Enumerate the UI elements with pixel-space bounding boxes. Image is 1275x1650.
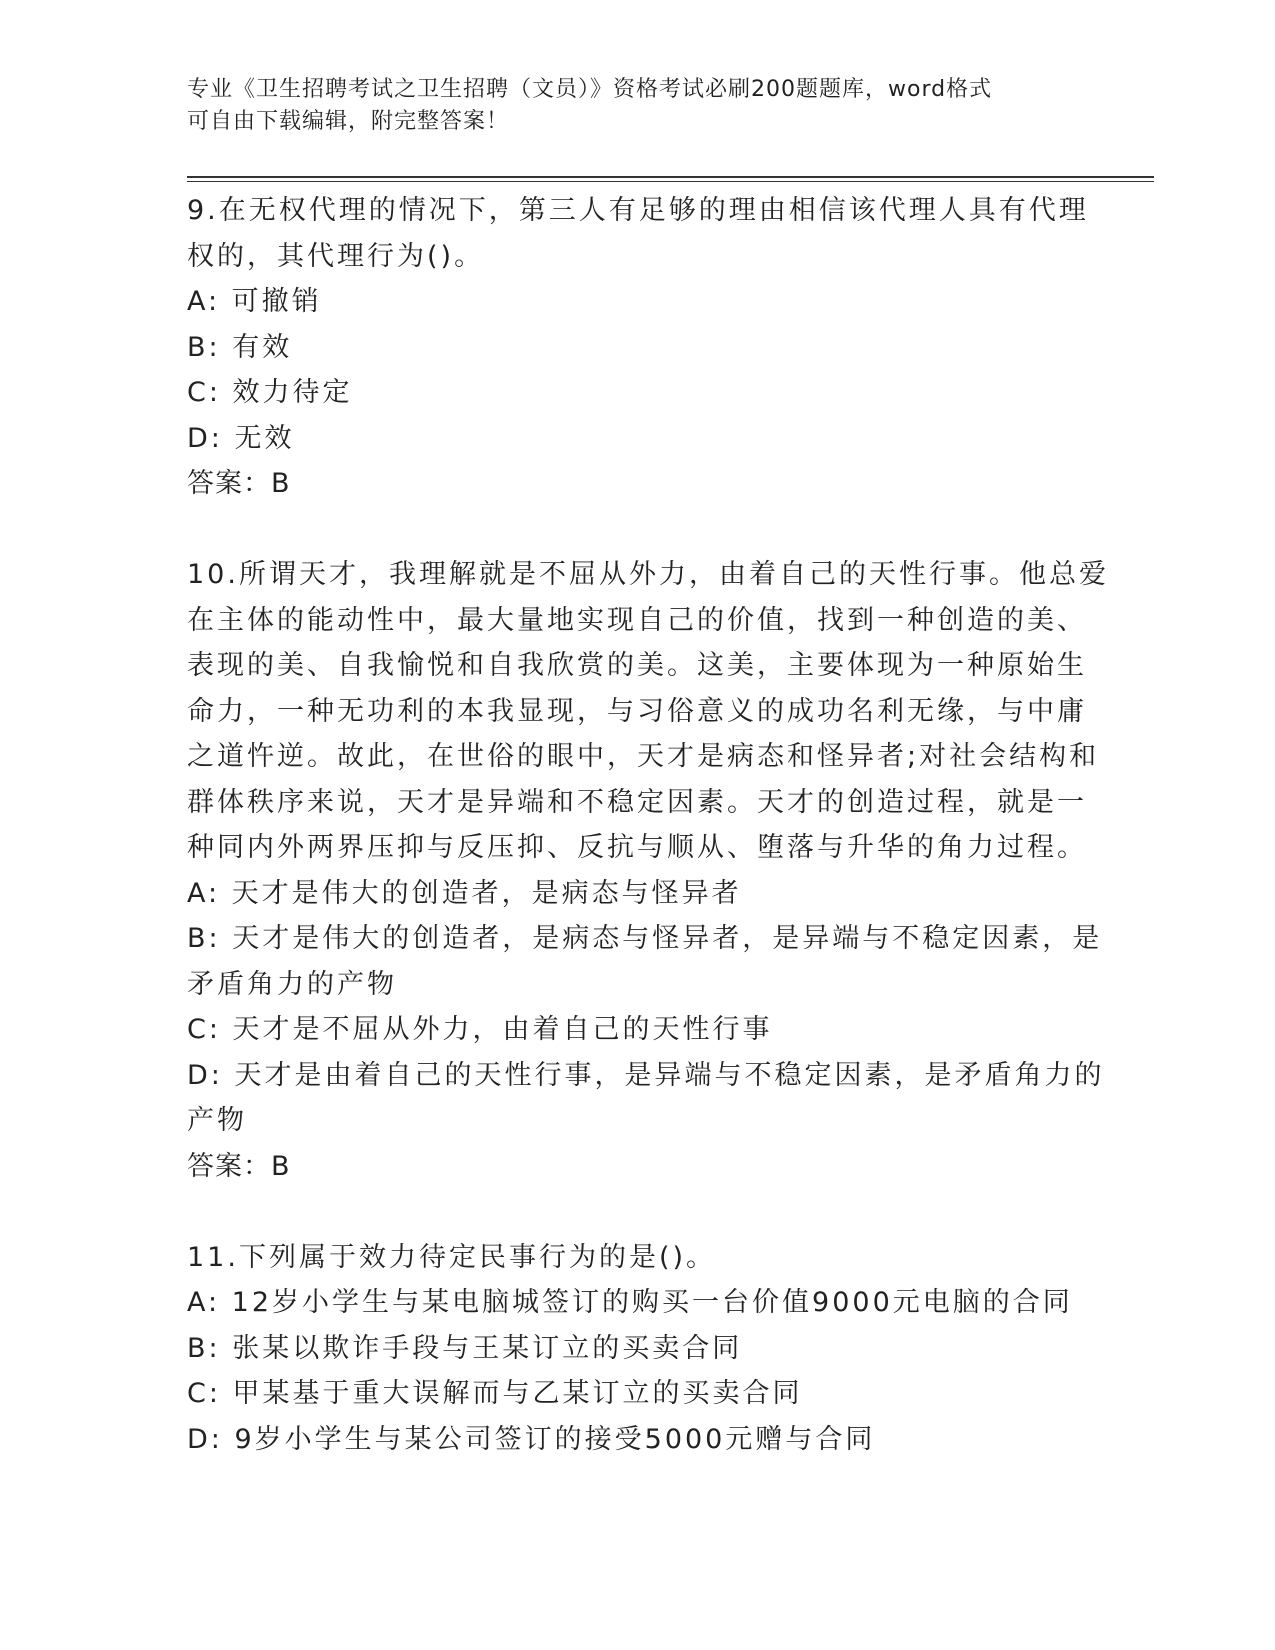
question-9-option-c: C: 效力待定	[187, 377, 353, 408]
spacer	[187, 507, 1087, 553]
question-9-option-a: A: 可撤销	[187, 286, 322, 317]
header-line-1: 专业《卫生招聘考试之卫生招聘（文员）》资格考试必刷200题题库，word格式	[187, 77, 993, 102]
question-11	[187, 1235, 1087, 1463]
question-9	[187, 188, 1087, 507]
question-10	[187, 552, 1109, 1189]
header-divider-thick	[187, 176, 1154, 178]
question-10-option-d-line-2: 产物	[187, 1105, 247, 1136]
question-9-stem-line-2: 权的，其代理行为()。	[187, 240, 485, 272]
question-10-stem-line-5: 之道忤逆。故此，在世俗的眼中，天才是病态和怪异者;对社会结构和	[187, 741, 1100, 772]
question-11-stem-line-1: 11.下列属于效力待定民事行为的是()。	[187, 1241, 717, 1273]
question-10-stem-line-4: 命力，一种无功利的本我显现，与习俗意义的成功名利无缘，与中庸	[187, 695, 1087, 727]
question-9-stem-line-1: 9.在无权代理的情况下，第三人有足够的理由相信该代理人具有代理	[187, 195, 1089, 226]
question-10-stem-line-6: 群体秩序来说，天才是异端和不稳定因素。天才的创造过程，就是一	[187, 786, 1087, 818]
question-10-option-d-line-1: D: 天才是由着自己的天性行事，是异端与不稳定因素，是矛盾角力的	[187, 1059, 1105, 1091]
header-divider-thin	[187, 181, 1154, 182]
question-10-stem-line-7: 种同内外两界压抑与反压抑、反抗与顺从、堕落与升华的角力过程。	[187, 832, 1087, 863]
question-10-option-b-line-1: B: 天才是伟大的创造者，是病态与怪异者，是异端与不稳定因素，是	[187, 923, 1103, 954]
question-10-answer: 答案：B	[187, 1150, 291, 1182]
question-10-stem-line-2: 在主体的能动性中，最大量地实现自己的价值，找到一种创造的美、	[187, 604, 1087, 636]
question-10-option-b-line-2: 矛盾角力的产物	[187, 968, 397, 1000]
question-9-answer: 答案：B	[187, 468, 291, 499]
question-10-stem-line-3: 表现的美、自我愉悦和自我欣赏的美。这美，主要体现为一种原始生	[187, 650, 1087, 681]
question-list	[187, 188, 1109, 1462]
question-10-option-a: A: 天才是伟大的创造者，是病态与怪异者	[187, 877, 742, 909]
question-11-option-c: C: 甲某基于重大误解而与乙某订立的买卖合同	[187, 1378, 803, 1409]
question-11-option-a: A: 12岁小学生与某电脑城签订的购买一台价值9000元电脑的合同	[187, 1287, 1073, 1318]
question-11-option-d: D: 9岁小学生与某公司签订的接受5000元赠与合同	[187, 1423, 876, 1455]
question-11-option-b: B: 张某以欺诈手段与王某订立的买卖合同	[187, 1332, 743, 1364]
spacer	[187, 1189, 1087, 1235]
question-9-option-b: B: 有效	[187, 331, 293, 363]
question-10-option-c: C: 天才是不屈从外力，由着自己的天性行事	[187, 1014, 773, 1045]
document-header	[187, 74, 1067, 138]
header-line-2: 可自由下载编辑，附完整答案！	[187, 109, 510, 134]
question-10-stem-line-1: 10.所谓天才，我理解就是不屈从外力，由着自己的天性行事。他总爱	[187, 559, 1109, 590]
question-9-option-d: D: 无效	[187, 422, 295, 454]
